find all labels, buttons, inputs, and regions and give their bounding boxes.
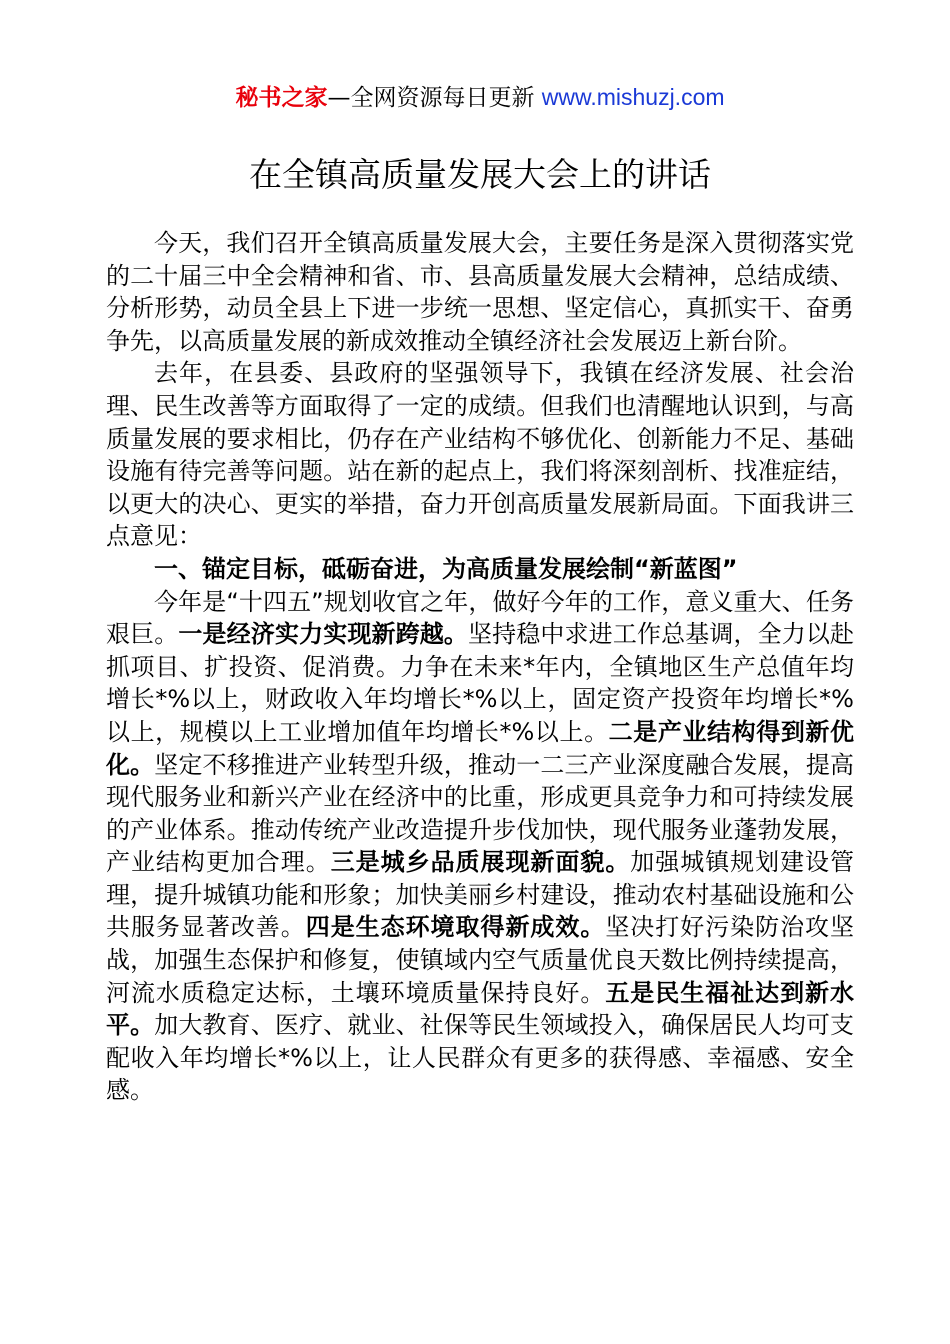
paragraph-1: 今天，我们召开全镇高质量发展大会，主要任务是深入贯彻落实党的二十届三中全会精神和省、市、县高质量发展大会精神，总结成绩、分析形势，动员全县上下进一步统一思想、坚定信心，真抓实干、奋勇争先，以高质量发展的新成效推动全镇经济社会发展迈上新台阶。 <box>106 229 854 355</box>
site-url[interactable]: www.mishuzj.com <box>541 84 725 110</box>
point-1-text: 坚持稳中求进工作总基调，全力以赴抓项目、扩投资、促消费。力争在未来*年内，全镇地区生产总值年均增长*%以上，财政收入年均增长*%以上，固定资产投资年均增长*%以上，规模以上工业增加值年均增长*%以上。 <box>106 620 855 746</box>
point-1-heading: 一是经济实力实现新跨越。 <box>178 620 469 649</box>
point-3-heading: 三是城乡品质展现新面貌。 <box>330 848 631 877</box>
point-4-heading: 四是生态环境取得新成效。 <box>305 913 606 942</box>
header-tagline: —全网资源每日更新 <box>327 85 542 111</box>
brand-name: 秘书之家 <box>235 85 328 111</box>
point-5-heading: 五是民生福祉达到新水平。 <box>106 978 855 1040</box>
paragraph-3 <box>106 586 854 1108</box>
section-heading-1: 一、锚定目标，砥砺奋进，为高质量发展绘制“新蓝图” <box>154 554 738 583</box>
point-3-text: 加强城镇规划建设管理，提升城镇功能和形象；加快美丽乡村建设，推动农村基础设施和公共服务显著改善。 <box>106 848 855 942</box>
point-4-text: 坚决打好污染防治攻坚战，加强生态保护和修复，使镇域内空气质量优良天数比例持续提高，河流水质稳定达标，土壤环境质量保持良好。 <box>106 913 855 1007</box>
point-2-text: 坚定不移推进产业转型升级，推动一二三产业深度融合发展，提高现代服务业和新兴产业在经济中的比重，形成更具竞争力和可持续发展的产业体系。推动传统产业改造提升步伐加快，现代服务业蓬勃发展，产业结构更加合理。 <box>106 750 855 877</box>
document-title: 在全镇高质量发展大会上的讲话 <box>249 155 711 194</box>
point-2-heading: 二是产业结构得到新优化。 <box>106 717 855 779</box>
paragraph-3-intro: 今年是“十四五”规划收官之年，做好今年的工作，意义重大、任务艰巨。 <box>106 587 854 649</box>
point-5-text: 加大教育、医疗、就业、社保等民生领域投入，确保居民人均可支配收入年均增长*%以上，让人民群众有更多的获得感、幸福感、安全感。 <box>106 1011 855 1105</box>
paragraph-2: 去年，在县委、县政府的坚强领导下，我镇在经济发展、社会治理、民生改善等方面取得了一定的成绩。但我们也清醒地认识到，与高质量发展的要求相比，仍存在产业结构不够优化、创新能力不足、基础设施有待完善等问题。站在新的起点上，我们将深刻剖析、找准症结，以更大的决心、更实的举措，奋力开创高质量发展新局面。下面我讲三点意见： <box>106 359 854 551</box>
site-header <box>106 82 854 113</box>
